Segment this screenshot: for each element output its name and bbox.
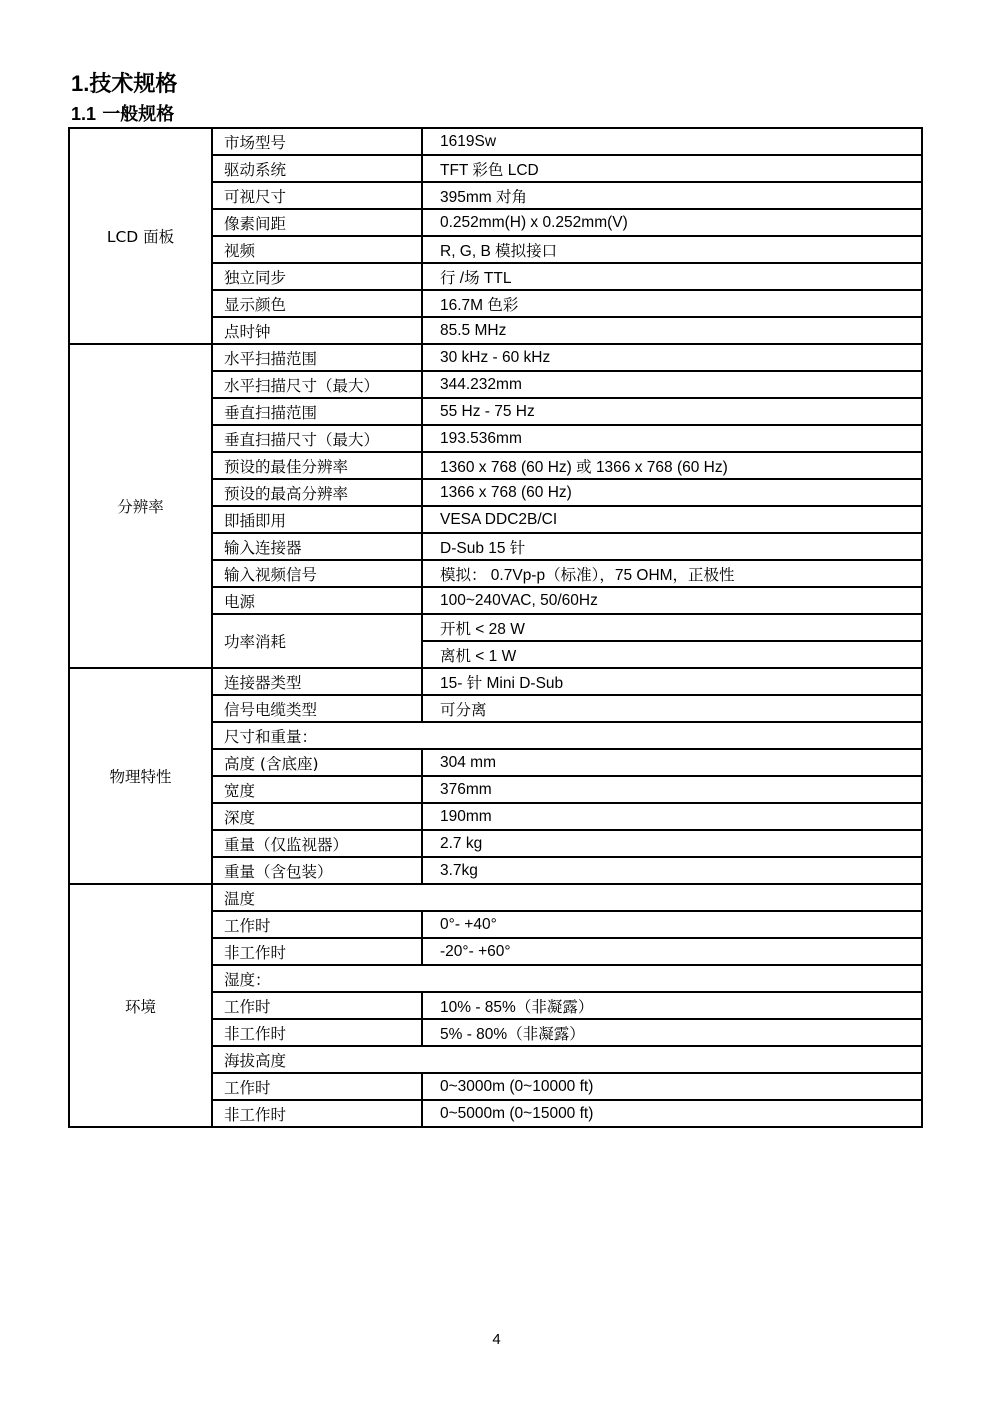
spec-label: 预设的最佳分辨率 — [212, 452, 422, 479]
spec-value: 0.252mm(H) x 0.252mm(V) — [422, 209, 922, 236]
spec-label: 工作时 — [212, 911, 422, 938]
category-cell: 物理特性 — [69, 668, 212, 884]
spec-label: 预设的最高分辨率 — [212, 479, 422, 506]
spec-label: 市场型号 — [212, 128, 422, 155]
spec-value: 模拟： 0.7Vp-p（标准），75 OHM，正极性 — [422, 560, 922, 587]
spec-value: 5% - 80%（非凝露） — [422, 1019, 922, 1046]
page-number: 4 — [492, 1331, 501, 1348]
spec-label: 输入连接器 — [212, 533, 422, 560]
spec-label: 输入视频信号 — [212, 560, 422, 587]
spec-label: 可视尺寸 — [212, 182, 422, 209]
spec-value: 100~240VAC, 50/60Hz — [422, 587, 922, 614]
spec-label: 垂直扫描范围 — [212, 398, 422, 425]
spec-label: 深度 — [212, 803, 422, 830]
spec-label: 尺寸和重量： — [212, 722, 922, 749]
table-row — [69, 128, 922, 155]
spec-value: R, G, B 模拟接口 — [422, 236, 922, 263]
spec-value: 30 kHz - 60 kHz — [422, 344, 922, 371]
spec-value: VESA DDC2B/CI — [422, 506, 922, 533]
spec-value: D-Sub 15 针 — [422, 533, 922, 560]
spec-label: 工作时 — [212, 1073, 422, 1100]
spec-value: 55 Hz - 75 Hz — [422, 398, 922, 425]
spec-label: 连接器类型 — [212, 668, 422, 695]
spec-label: 非工作时 — [212, 938, 422, 965]
spec-label: 点时钟 — [212, 317, 422, 344]
spec-value: 190mm — [422, 803, 922, 830]
spec-label: 功率消耗 — [212, 614, 422, 668]
spec-label: 湿度： — [212, 965, 922, 992]
spec-value: TFT 彩色 LCD — [422, 155, 922, 182]
spec-value: 395mm 对角 — [422, 182, 922, 209]
spec-value: 0~3000m (0~10000 ft) — [422, 1073, 922, 1100]
spec-value: 15- 针 Mini D-Sub — [422, 668, 922, 695]
spec-label: 温度 — [212, 884, 922, 911]
category-cell: LCD 面板 — [69, 128, 212, 344]
spec-value: 376mm — [422, 776, 922, 803]
table-row — [69, 344, 922, 371]
spec-label: 垂直扫描尺寸（最大） — [212, 425, 422, 452]
spec-label: 显示颜色 — [212, 290, 422, 317]
spec-label: 水平扫描尺寸（最大） — [212, 371, 422, 398]
spec-value: 0°- +40° — [422, 911, 922, 938]
spec-label: 像素间距 — [212, 209, 422, 236]
spec-label: 非工作时 — [212, 1019, 422, 1046]
spec-label: 宽度 — [212, 776, 422, 803]
spec-value: 193.536mm — [422, 425, 922, 452]
spec-label: 驱动系统 — [212, 155, 422, 182]
spec-value: 2.7 kg — [422, 830, 922, 857]
spec-label: 海拔高度 — [212, 1046, 922, 1073]
spec-label: 高度 (含底座) — [212, 749, 422, 776]
spec-value: 离机 < 1 W — [422, 641, 922, 668]
spec-label: 视频 — [212, 236, 422, 263]
spec-value: 1360 x 768 (60 Hz) 或 1366 x 768 (60 Hz) — [422, 452, 922, 479]
spec-label: 电源 — [212, 587, 422, 614]
spec-label: 信号电缆类型 — [212, 695, 422, 722]
spec-label: 重量（含包装） — [212, 857, 422, 884]
spec-value: 开机 < 28 W — [422, 614, 922, 641]
spec-table-body — [69, 128, 922, 1127]
spec-label: 即插即用 — [212, 506, 422, 533]
section-number: 1. — [71, 71, 90, 96]
spec-value: 3.7kg — [422, 857, 922, 884]
section-title: 技术规格 — [89, 72, 178, 97]
spec-label: 非工作时 — [212, 1100, 422, 1127]
spec-label: 水平扫描范围 — [212, 344, 422, 371]
spec-value: -20°- +60° — [422, 938, 922, 965]
spec-value: 16.7M 色彩 — [422, 290, 922, 317]
spec-label: 独立同步 — [212, 263, 422, 290]
spec-value: 1619Sw — [422, 128, 922, 155]
subsection-heading — [71, 102, 174, 127]
spec-value: 可分离 — [422, 695, 922, 722]
spec-value: 304 mm — [422, 749, 922, 776]
spec-value: 10% - 85%（非凝露） — [422, 992, 922, 1019]
spec-value: 0~5000m (0~15000 ft) — [422, 1100, 922, 1127]
subsection-title: 一般规格 — [102, 104, 175, 125]
category-cell: 分辨率 — [69, 344, 212, 668]
spec-label: 重量（仅监视器） — [212, 830, 422, 857]
table-row — [69, 668, 922, 695]
spec-value: 85.5 MHz — [422, 317, 922, 344]
spec-value: 1366 x 768 (60 Hz) — [422, 479, 922, 506]
subsection-number: 1.1 — [71, 104, 97, 124]
spec-label: 工作时 — [212, 992, 422, 1019]
spec-value: 344.232mm — [422, 371, 922, 398]
spec-value: 行 /场 TTL — [422, 263, 922, 290]
table-row — [69, 884, 922, 911]
section-heading — [71, 70, 177, 99]
category-cell: 环境 — [69, 884, 212, 1127]
spec-table — [68, 127, 923, 1128]
